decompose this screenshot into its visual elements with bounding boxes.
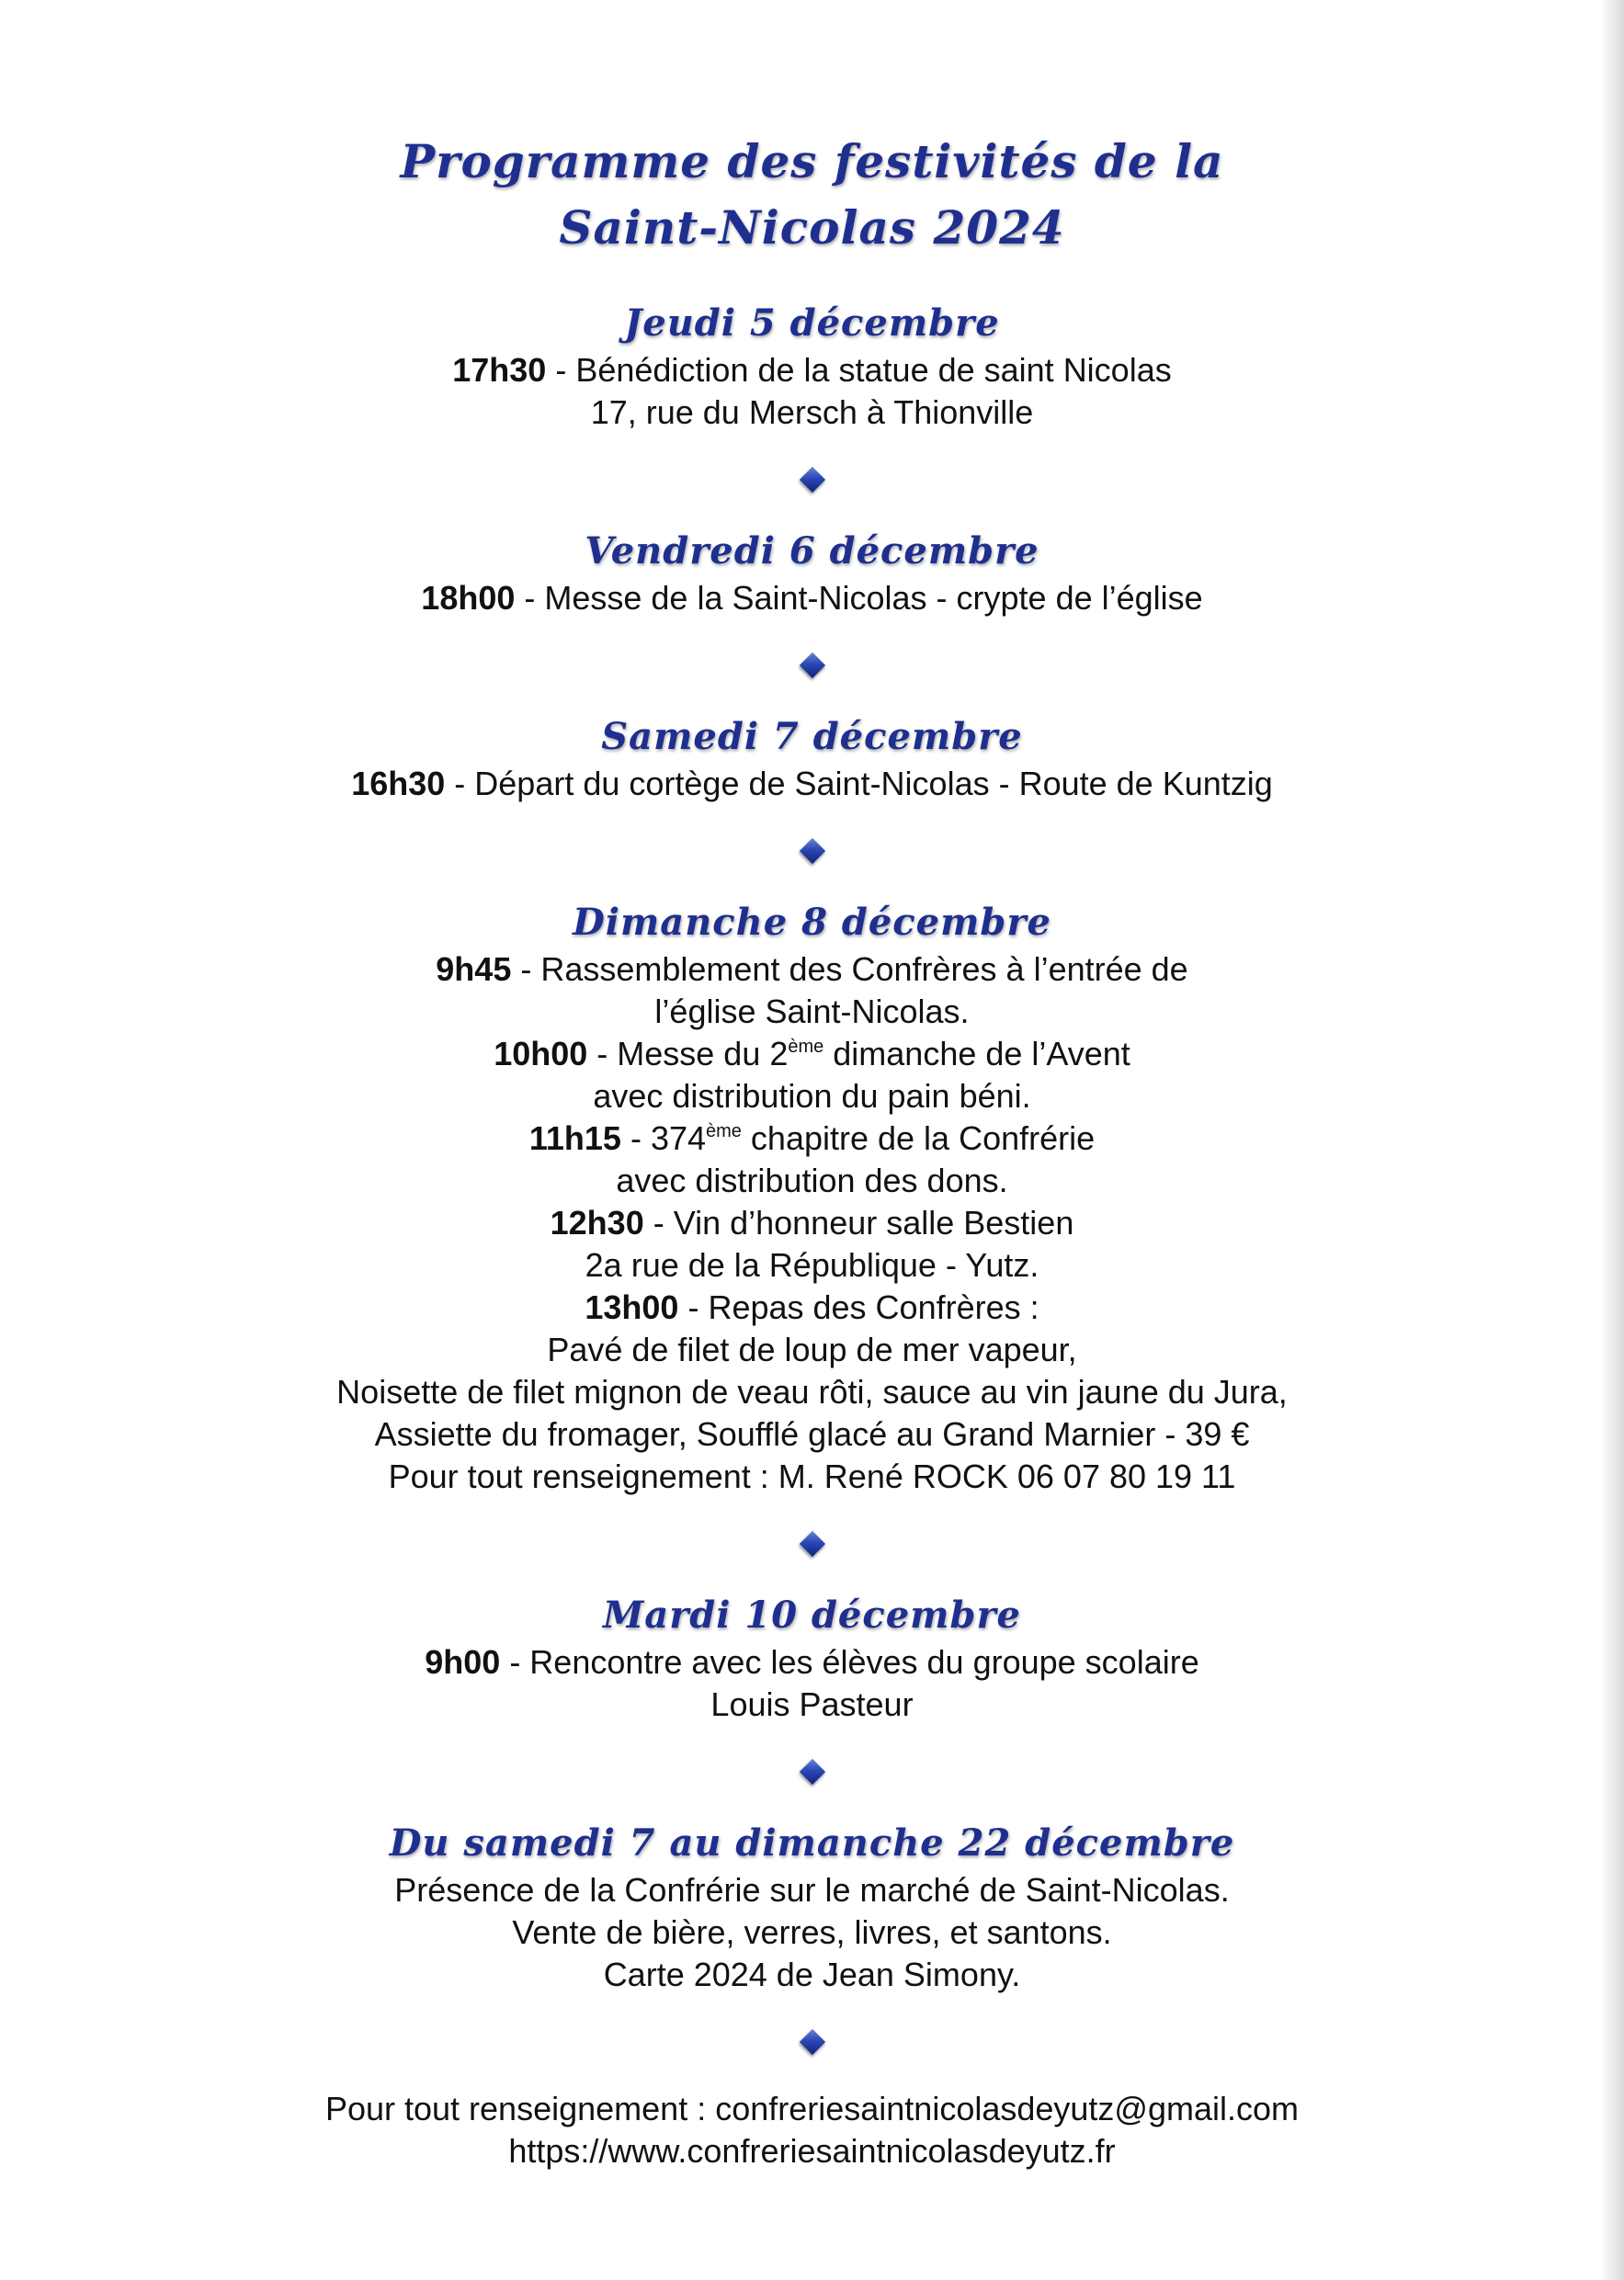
menu-item: Assiette du fromager, Soufflé glacé au Grand Marnier - 39 €	[374, 1415, 1250, 1453]
event-time: 9h45	[436, 950, 512, 988]
event-time: 9h00	[425, 1643, 501, 1681]
programme-page	[0, 129, 1624, 2172]
section-mardi	[0, 1590, 1624, 1726]
event-time: 13h00	[585, 1288, 679, 1326]
day-heading: Jeudi 5 décembre	[624, 301, 1000, 345]
event-text: - 374	[620, 1119, 707, 1157]
event-text: - Rencontre avec les élèves du groupe scolaire	[500, 1643, 1199, 1681]
section-vendredi	[0, 526, 1624, 619]
menu-item: Pavé de filet de loup de mer vapeur,	[547, 1331, 1077, 1368]
diamond-icon	[799, 1531, 824, 1557]
diamond-icon	[799, 838, 824, 864]
diamond-icon	[799, 467, 824, 493]
menu-contact: Pour tout renseignement : M. René ROCK 06 07 80 19 11	[388, 1458, 1236, 1495]
event-detail: avec distribution du pain béni.	[593, 1077, 1031, 1115]
separator	[0, 1996, 1624, 2088]
event-line	[0, 1641, 1624, 1684]
event-line	[0, 1202, 1624, 1244]
event-time: 17h30	[452, 351, 547, 389]
diamond-icon	[799, 652, 824, 678]
event-text: - Repas des Confrères :	[678, 1288, 1039, 1326]
event-line	[0, 349, 1624, 391]
event-detail: 2a rue de la République - Yutz.	[585, 1246, 1039, 1284]
diamond-icon	[799, 2029, 824, 2055]
menu-item: Noisette de filet mignon de veau rôti, sauce au vin jaune du Jura,	[336, 1373, 1288, 1411]
event-time: 18h00	[421, 579, 516, 617]
day-heading: Vendredi 6 décembre	[585, 529, 1039, 573]
title-line-2: Saint-Nicolas 2024	[559, 200, 1065, 255]
separator	[0, 1498, 1624, 1590]
event-detail: Louis Pasteur	[710, 1685, 914, 1723]
event-detail: Vente de bière, verres, livres, et santons.	[512, 1913, 1112, 1951]
day-heading: Du samedi 7 au dimanche 22 décembre	[389, 1821, 1235, 1865]
event-line	[0, 1287, 1624, 1329]
event-text: - Messe de la Saint-Nicolas - crypte de l’église	[515, 579, 1203, 617]
event-time: 10h00	[494, 1035, 588, 1072]
separator	[0, 1726, 1624, 1818]
event-time: 16h30	[351, 765, 446, 802]
event-line	[0, 948, 1624, 991]
day-heading: Mardi 10 décembre	[603, 1594, 1021, 1637]
event-line	[0, 1117, 1624, 1160]
event-text: - Vin d’honneur salle Bestien	[643, 1204, 1074, 1242]
ordinal-suffix: ème	[706, 1121, 742, 1141]
section-jeudi	[0, 298, 1624, 434]
event-text: - Départ du cortège de Saint-Nicolas - Route de Kuntzig	[445, 765, 1273, 802]
footer	[0, 2088, 1624, 2172]
event-text: - Bénédiction de la statue de saint Nicolas	[546, 351, 1172, 389]
event-detail: l’église Saint-Nicolas.	[654, 993, 970, 1030]
section-dimanche	[0, 897, 1624, 1498]
footer-url[interactable]: https://www.confreriesaintnicolasdeyutz.fr	[508, 2132, 1116, 2170]
event-time: 11h15	[528, 1119, 621, 1157]
section-marche	[0, 1818, 1624, 1996]
event-line	[0, 1033, 1624, 1075]
separator	[0, 434, 1624, 526]
event-text: - Rassemblement des Confrères à l’entrée de	[511, 950, 1188, 988]
event-line	[0, 763, 1624, 805]
separator	[0, 619, 1624, 711]
event-text: dimanche de l’Avent	[823, 1035, 1130, 1072]
event-line	[0, 577, 1624, 619]
title-block	[0, 129, 1624, 261]
separator	[0, 805, 1624, 897]
event-detail: Présence de la Confrérie sur le marché de Saint-Nicolas.	[394, 1871, 1230, 1909]
ordinal-suffix: ème	[788, 1037, 824, 1057]
section-samedi	[0, 711, 1624, 805]
event-detail: avec distribution des dons.	[616, 1162, 1008, 1199]
footer-contact: Pour tout renseignement : confreriesaintnicolasdeyutz@gmail.com	[324, 2090, 1300, 2127]
title-line-1: Programme des festivités de la	[400, 134, 1224, 188]
event-text: - Messe du 2	[587, 1035, 789, 1072]
event-detail: Carte 2024 de Jean Simony.	[603, 1956, 1021, 1993]
event-time: 12h30	[550, 1204, 644, 1242]
event-address: 17, rue du Mersch à Thionville	[590, 393, 1034, 431]
event-text: chapitre de la Confrérie	[741, 1119, 1096, 1157]
day-heading: Samedi 7 décembre	[601, 715, 1023, 758]
diamond-icon	[799, 1759, 824, 1785]
day-heading: Dimanche 8 décembre	[573, 901, 1051, 944]
